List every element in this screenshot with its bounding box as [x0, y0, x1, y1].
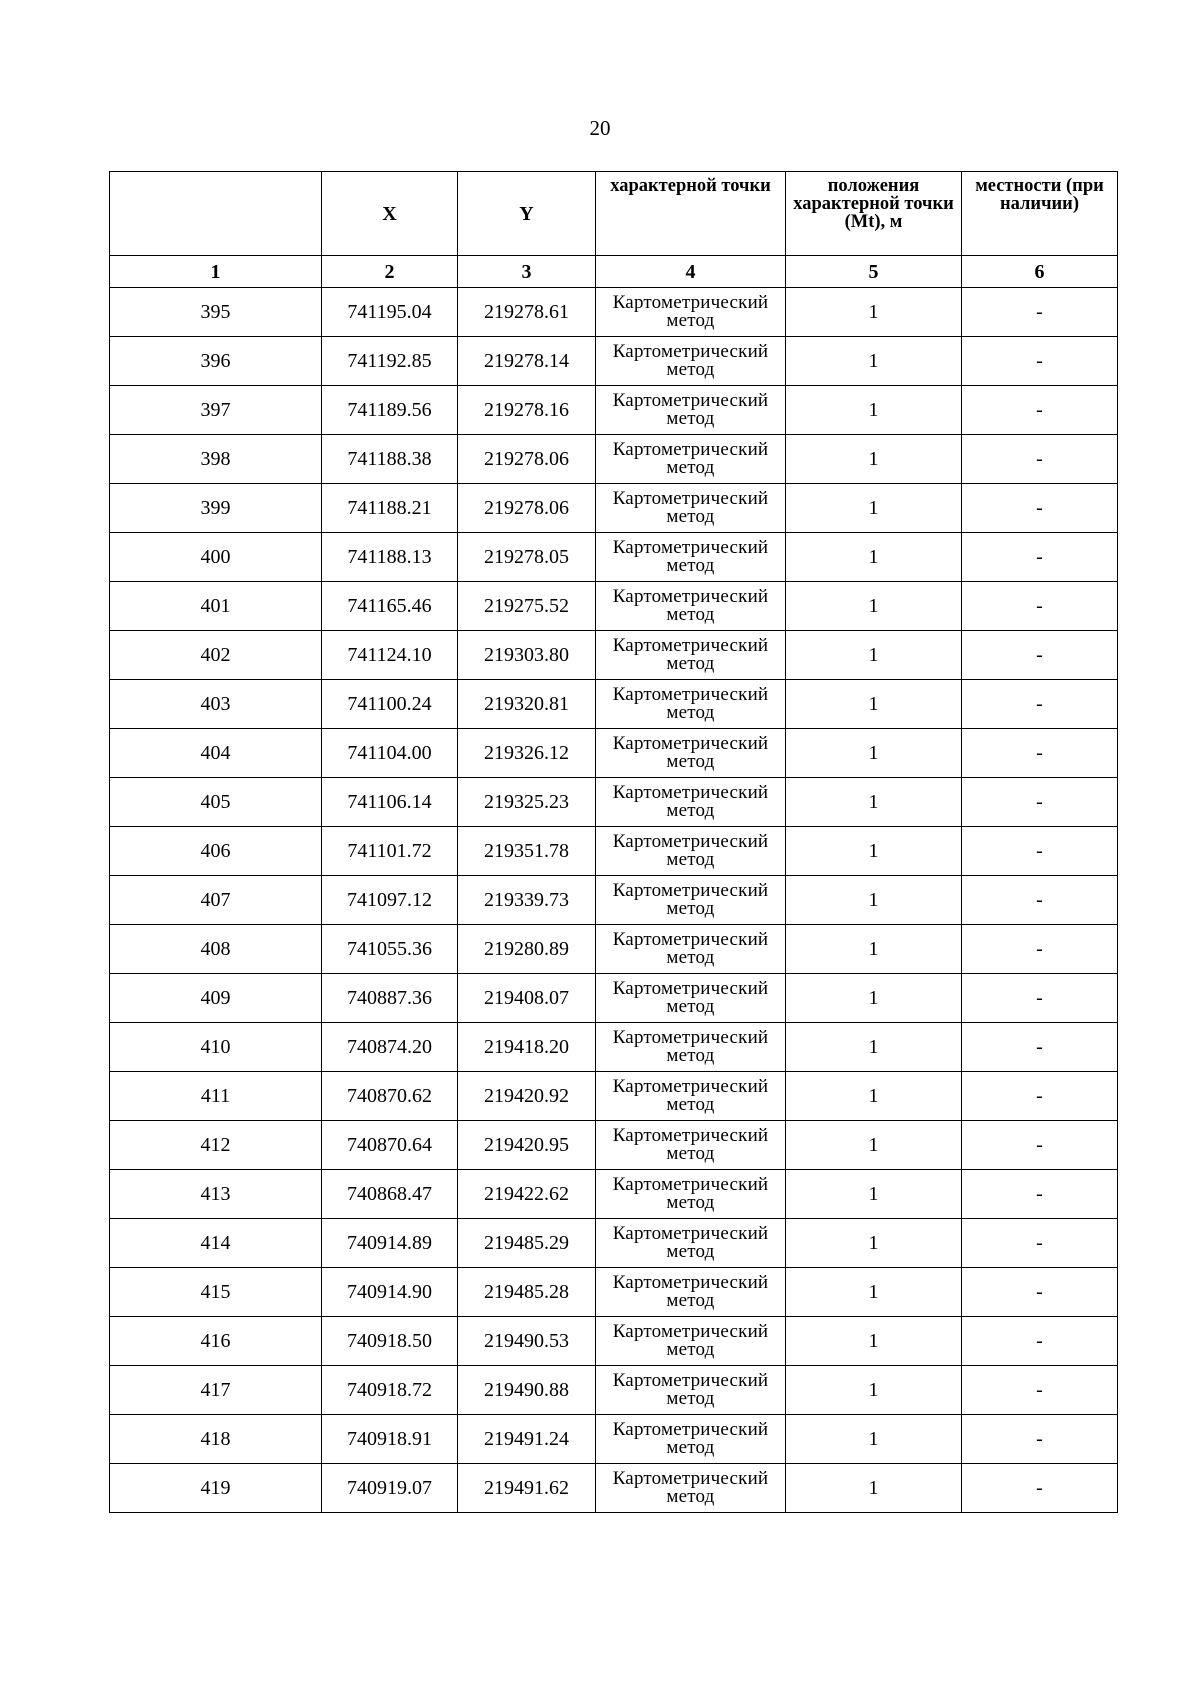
- method-line-1: Картометрический: [612, 978, 769, 999]
- y-coordinate-cell: 219320.81: [458, 680, 596, 729]
- header-point-number: [110, 172, 322, 256]
- method-line-2: метод: [666, 800, 715, 821]
- accuracy-cell: 1: [786, 827, 962, 876]
- column-number: 3: [458, 256, 596, 288]
- description-cell: -: [962, 1121, 1118, 1170]
- table-row: [110, 386, 1118, 435]
- x-coordinate-cell: 741195.04: [322, 288, 458, 337]
- description-cell: -: [962, 729, 1118, 778]
- method-cell: [596, 827, 786, 876]
- point-number-cell: 414: [110, 1219, 322, 1268]
- x-coordinate-cell: 741165.46: [322, 582, 458, 631]
- method-line-2: метод: [666, 947, 715, 968]
- method-cell: [596, 337, 786, 386]
- y-coordinate-cell: 219325.23: [458, 778, 596, 827]
- y-coordinate-cell: 219408.07: [458, 974, 596, 1023]
- x-coordinate-cell: 741106.14: [322, 778, 458, 827]
- y-coordinate-cell: 219278.14: [458, 337, 596, 386]
- point-number-cell: 408: [110, 925, 322, 974]
- table-row: [110, 631, 1118, 680]
- point-number-cell: 397: [110, 386, 322, 435]
- accuracy-cell: 1: [786, 435, 962, 484]
- description-cell: -: [962, 974, 1118, 1023]
- method-line-1: Картометрический: [612, 439, 769, 460]
- method-line-2: метод: [666, 1241, 715, 1262]
- description-cell: -: [962, 582, 1118, 631]
- method-line-2: метод: [666, 1290, 715, 1311]
- column-numbers-row: [110, 256, 1118, 288]
- method-line-1: Картометрический: [612, 635, 769, 656]
- x-coordinate-cell: 740919.07: [322, 1464, 458, 1513]
- y-coordinate-cell: 219278.06: [458, 484, 596, 533]
- point-number-cell: 400: [110, 533, 322, 582]
- accuracy-cell: 1: [786, 876, 962, 925]
- method-cell: [596, 386, 786, 435]
- method-cell: [596, 974, 786, 1023]
- x-coordinate-cell: 740918.50: [322, 1317, 458, 1366]
- column-number: 6: [962, 256, 1118, 288]
- y-coordinate-cell: 219280.89: [458, 925, 596, 974]
- method-cell: [596, 631, 786, 680]
- description-cell: -: [962, 1219, 1118, 1268]
- x-coordinate-cell: 741100.24: [322, 680, 458, 729]
- method-line-1: Картометрический: [612, 537, 769, 558]
- x-coordinate-cell: 741101.72: [322, 827, 458, 876]
- x-coordinate-cell: 740870.62: [322, 1072, 458, 1121]
- method-line-2: метод: [666, 1094, 715, 1115]
- y-coordinate-cell: 219490.53: [458, 1317, 596, 1366]
- method-line-1: Картометрический: [612, 1370, 769, 1391]
- table-row: [110, 582, 1118, 631]
- table-row: [110, 288, 1118, 337]
- method-line-1: Картометрический: [612, 1223, 769, 1244]
- column-number: 5: [786, 256, 962, 288]
- method-cell: [596, 533, 786, 582]
- method-line-2: метод: [666, 1339, 715, 1360]
- method-cell: [596, 1317, 786, 1366]
- x-coordinate-cell: 741124.10: [322, 631, 458, 680]
- method-line-2: метод: [666, 1437, 715, 1458]
- point-number-cell: 412: [110, 1121, 322, 1170]
- y-coordinate-cell: 219420.95: [458, 1121, 596, 1170]
- description-cell: -: [962, 925, 1118, 974]
- point-number-cell: 417: [110, 1366, 322, 1415]
- description-cell: -: [962, 631, 1118, 680]
- table-row: [110, 484, 1118, 533]
- method-line-2: метод: [666, 1045, 715, 1066]
- y-coordinate-cell: 219491.62: [458, 1464, 596, 1513]
- header-method: характерной точки: [596, 172, 786, 256]
- point-number-cell: 401: [110, 582, 322, 631]
- accuracy-cell: 1: [786, 1268, 962, 1317]
- description-cell: -: [962, 876, 1118, 925]
- method-line-2: метод: [666, 604, 715, 625]
- x-coordinate-cell: 741188.38: [322, 435, 458, 484]
- accuracy-cell: 1: [786, 1415, 962, 1464]
- method-line-1: Картометрический: [612, 782, 769, 803]
- point-number-cell: 413: [110, 1170, 322, 1219]
- point-number-cell: 406: [110, 827, 322, 876]
- y-coordinate-cell: 219420.92: [458, 1072, 596, 1121]
- column-number: 2: [322, 256, 458, 288]
- accuracy-cell: 1: [786, 582, 962, 631]
- table-row: [110, 680, 1118, 729]
- table-row: [110, 974, 1118, 1023]
- method-line-2: метод: [666, 555, 715, 576]
- table-row: [110, 435, 1118, 484]
- method-cell: [596, 1415, 786, 1464]
- method-cell: [596, 1464, 786, 1513]
- accuracy-cell: 1: [786, 386, 962, 435]
- accuracy-cell: 1: [786, 337, 962, 386]
- method-line-2: метод: [666, 359, 715, 380]
- x-coordinate-cell: 740870.64: [322, 1121, 458, 1170]
- point-number-cell: 403: [110, 680, 322, 729]
- y-coordinate-cell: 219278.61: [458, 288, 596, 337]
- method-line-2: метод: [666, 1388, 715, 1409]
- description-cell: -: [962, 827, 1118, 876]
- table-row: [110, 1366, 1118, 1415]
- x-coordinate-cell: 741097.12: [322, 876, 458, 925]
- table-header-row: [110, 172, 1118, 256]
- method-cell: [596, 1219, 786, 1268]
- method-line-2: метод: [666, 457, 715, 478]
- y-coordinate-cell: 219422.62: [458, 1170, 596, 1219]
- column-number: 4: [596, 256, 786, 288]
- point-number-cell: 396: [110, 337, 322, 386]
- method-line-2: метод: [666, 310, 715, 331]
- table-row: [110, 876, 1118, 925]
- accuracy-cell: 1: [786, 1317, 962, 1366]
- table-row: [110, 827, 1118, 876]
- accuracy-cell: 1: [786, 1072, 962, 1121]
- method-line-2: метод: [666, 849, 715, 870]
- method-line-1: Картометрический: [612, 880, 769, 901]
- point-number-cell: 395: [110, 288, 322, 337]
- x-coordinate-cell: 740868.47: [322, 1170, 458, 1219]
- method-cell: [596, 1023, 786, 1072]
- description-cell: -: [962, 680, 1118, 729]
- method-line-2: метод: [666, 751, 715, 772]
- point-number-cell: 399: [110, 484, 322, 533]
- header-x: X: [322, 172, 458, 256]
- method-line-1: Картометрический: [612, 1125, 769, 1146]
- method-cell: [596, 484, 786, 533]
- x-coordinate-cell: 740914.89: [322, 1219, 458, 1268]
- method-cell: [596, 925, 786, 974]
- accuracy-cell: 1: [786, 1121, 962, 1170]
- method-line-1: Картометрический: [612, 1468, 769, 1489]
- header-accuracy: положения характерной точки (Mt), м: [786, 172, 962, 256]
- table-row: [110, 1415, 1118, 1464]
- point-number-cell: 404: [110, 729, 322, 778]
- coordinates-table: [109, 171, 1118, 1513]
- point-number-cell: 407: [110, 876, 322, 925]
- accuracy-cell: 1: [786, 729, 962, 778]
- method-line-1: Картометрический: [612, 684, 769, 705]
- accuracy-cell: 1: [786, 974, 962, 1023]
- description-cell: -: [962, 484, 1118, 533]
- method-line-2: метод: [666, 1192, 715, 1213]
- x-coordinate-cell: 740914.90: [322, 1268, 458, 1317]
- method-line-2: метод: [666, 506, 715, 527]
- description-cell: -: [962, 778, 1118, 827]
- x-coordinate-cell: 741189.56: [322, 386, 458, 435]
- y-coordinate-cell: 219490.88: [458, 1366, 596, 1415]
- accuracy-cell: 1: [786, 1219, 962, 1268]
- method-line-1: Картометрический: [612, 1321, 769, 1342]
- table-row: [110, 533, 1118, 582]
- description-cell: -: [962, 1170, 1118, 1219]
- x-coordinate-cell: 741188.21: [322, 484, 458, 533]
- accuracy-cell: 1: [786, 1464, 962, 1513]
- x-coordinate-cell: 741192.85: [322, 337, 458, 386]
- description-cell: -: [962, 435, 1118, 484]
- method-line-1: Картометрический: [612, 929, 769, 950]
- y-coordinate-cell: 219275.52: [458, 582, 596, 631]
- point-number-cell: 398: [110, 435, 322, 484]
- method-cell: [596, 288, 786, 337]
- y-coordinate-cell: 219326.12: [458, 729, 596, 778]
- accuracy-cell: 1: [786, 925, 962, 974]
- accuracy-cell: 1: [786, 288, 962, 337]
- x-coordinate-cell: 740918.72: [322, 1366, 458, 1415]
- description-cell: -: [962, 1464, 1118, 1513]
- method-cell: [596, 1121, 786, 1170]
- accuracy-cell: 1: [786, 484, 962, 533]
- table-row: [110, 1121, 1118, 1170]
- method-cell: [596, 435, 786, 484]
- y-coordinate-cell: 219485.29: [458, 1219, 596, 1268]
- accuracy-cell: 1: [786, 1366, 962, 1415]
- method-line-1: Картометрический: [612, 733, 769, 754]
- accuracy-cell: 1: [786, 778, 962, 827]
- header-description: местности (при наличии): [962, 172, 1118, 256]
- accuracy-cell: 1: [786, 680, 962, 729]
- description-cell: -: [962, 1072, 1118, 1121]
- header-y: Y: [458, 172, 596, 256]
- method-line-2: метод: [666, 408, 715, 429]
- description-cell: -: [962, 1415, 1118, 1464]
- method-line-1: Картометрический: [612, 1027, 769, 1048]
- method-line-2: метод: [666, 898, 715, 919]
- y-coordinate-cell: 219278.16: [458, 386, 596, 435]
- description-cell: -: [962, 288, 1118, 337]
- point-number-cell: 411: [110, 1072, 322, 1121]
- table-row: [110, 1072, 1118, 1121]
- point-number-cell: 415: [110, 1268, 322, 1317]
- y-coordinate-cell: 219418.20: [458, 1023, 596, 1072]
- method-cell: [596, 876, 786, 925]
- description-cell: -: [962, 1317, 1118, 1366]
- method-line-1: Картометрический: [612, 831, 769, 852]
- method-cell: [596, 729, 786, 778]
- y-coordinate-cell: 219278.05: [458, 533, 596, 582]
- method-line-1: Картометрический: [612, 1076, 769, 1097]
- point-number-cell: 402: [110, 631, 322, 680]
- method-line-1: Картометрический: [612, 1174, 769, 1195]
- table-row: [110, 1170, 1118, 1219]
- description-cell: -: [962, 1023, 1118, 1072]
- table-row: [110, 1219, 1118, 1268]
- accuracy-cell: 1: [786, 1023, 962, 1072]
- y-coordinate-cell: 219339.73: [458, 876, 596, 925]
- method-cell: [596, 582, 786, 631]
- point-number-cell: 409: [110, 974, 322, 1023]
- x-coordinate-cell: 741055.36: [322, 925, 458, 974]
- method-line-2: метод: [666, 1486, 715, 1507]
- description-cell: -: [962, 533, 1118, 582]
- method-line-1: Картометрический: [612, 390, 769, 411]
- accuracy-cell: 1: [786, 1170, 962, 1219]
- x-coordinate-cell: 740874.20: [322, 1023, 458, 1072]
- method-line-1: Картометрический: [612, 488, 769, 509]
- y-coordinate-cell: 219278.06: [458, 435, 596, 484]
- x-coordinate-cell: 740887.36: [322, 974, 458, 1023]
- method-line-1: Картометрический: [612, 586, 769, 607]
- y-coordinate-cell: 219303.80: [458, 631, 596, 680]
- table-body: [110, 288, 1118, 1513]
- accuracy-cell: 1: [786, 631, 962, 680]
- point-number-cell: 405: [110, 778, 322, 827]
- description-cell: -: [962, 386, 1118, 435]
- method-cell: [596, 1366, 786, 1415]
- method-line-1: Картометрический: [612, 341, 769, 362]
- x-coordinate-cell: 741104.00: [322, 729, 458, 778]
- table-row: [110, 778, 1118, 827]
- method-cell: [596, 680, 786, 729]
- column-number: 1: [110, 256, 322, 288]
- description-cell: -: [962, 1366, 1118, 1415]
- point-number-cell: 419: [110, 1464, 322, 1513]
- method-line-2: метод: [666, 653, 715, 674]
- method-cell: [596, 778, 786, 827]
- table-row: [110, 1268, 1118, 1317]
- y-coordinate-cell: 219485.28: [458, 1268, 596, 1317]
- table-row: [110, 1464, 1118, 1513]
- x-coordinate-cell: 741188.13: [322, 533, 458, 582]
- y-coordinate-cell: 219491.24: [458, 1415, 596, 1464]
- table-row: [110, 1317, 1118, 1366]
- y-coordinate-cell: 219351.78: [458, 827, 596, 876]
- table-row: [110, 1023, 1118, 1072]
- method-line-2: метод: [666, 702, 715, 723]
- method-cell: [596, 1170, 786, 1219]
- method-line-1: Картометрический: [612, 1419, 769, 1440]
- method-line-2: метод: [666, 1143, 715, 1164]
- method-cell: [596, 1072, 786, 1121]
- x-coordinate-cell: 740918.91: [322, 1415, 458, 1464]
- accuracy-cell: 1: [786, 533, 962, 582]
- point-number-cell: 410: [110, 1023, 322, 1072]
- method-line-1: Картометрический: [612, 292, 769, 313]
- point-number-cell: 416: [110, 1317, 322, 1366]
- point-number-cell: 418: [110, 1415, 322, 1464]
- table-row: [110, 337, 1118, 386]
- description-cell: -: [962, 337, 1118, 386]
- table-row: [110, 925, 1118, 974]
- method-line-1: Картометрический: [612, 1272, 769, 1293]
- page-number: 20: [589, 116, 611, 140]
- method-line-2: метод: [666, 996, 715, 1017]
- description-cell: -: [962, 1268, 1118, 1317]
- table-row: [110, 729, 1118, 778]
- method-cell: [596, 1268, 786, 1317]
